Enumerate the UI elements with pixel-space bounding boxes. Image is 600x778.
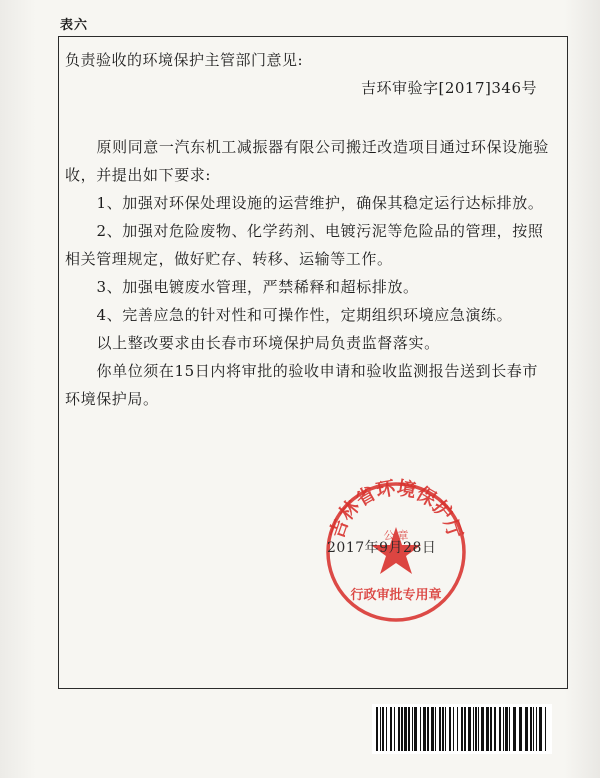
seal-center-text: 公 章 bbox=[383, 530, 409, 542]
barcode-bar bbox=[499, 707, 501, 751]
barcode-bar bbox=[464, 707, 466, 751]
barcode-bar bbox=[461, 707, 463, 751]
barcode-bar bbox=[539, 707, 542, 751]
barcode-bar bbox=[490, 707, 492, 751]
barcode-bar bbox=[494, 707, 496, 751]
barcode-bar bbox=[398, 707, 400, 751]
barcode-bar bbox=[420, 707, 421, 751]
barcode-bar bbox=[481, 707, 484, 751]
barcode-bar bbox=[427, 707, 429, 751]
seal-bottom-text: 行政审批专用章 bbox=[350, 587, 442, 602]
paragraph-requirement-3: 3、加强电镀废水管理，严禁稀释和超标排放。 bbox=[96, 278, 419, 296]
paragraph-requirement-2: 2、加强对危险废物、化学药剂、电镀污泥等危险品的管理，按照相关管理规定，做好贮存、转移、运输等工作。 bbox=[65, 222, 544, 268]
paragraph-requirement-4: 4、完善应急的针对性和可操作性，定期组织环境应急演练。 bbox=[96, 306, 513, 324]
seal-arc-text: 吉林省环境保护厅 bbox=[326, 478, 466, 542]
barcode-bar bbox=[442, 707, 444, 751]
barcode-bar bbox=[545, 707, 546, 751]
barcode-bar bbox=[401, 707, 403, 751]
barcode-bar bbox=[530, 707, 532, 751]
barcode-bar bbox=[414, 707, 417, 751]
barcode-bar bbox=[536, 707, 537, 751]
approval-date: 2017年9月28日 bbox=[327, 540, 437, 556]
barcode-bar bbox=[390, 707, 392, 751]
barcode bbox=[372, 704, 552, 754]
barcode-bar bbox=[478, 707, 479, 751]
barcode-bar bbox=[423, 707, 426, 751]
barcode-bar bbox=[435, 707, 436, 751]
barcode-bar bbox=[431, 707, 434, 751]
barcode-bar bbox=[445, 707, 446, 751]
opinion-body bbox=[65, 133, 553, 413]
barcode-bar bbox=[513, 707, 516, 751]
barcode-bar bbox=[449, 707, 451, 751]
barcode-bar bbox=[473, 707, 474, 751]
barcode-bar bbox=[468, 707, 471, 751]
paragraph-deadline: 你单位须在15日内将审批的验收申请和验收监测报告送到长春市环境保护局。 bbox=[65, 362, 538, 408]
barcode-bar bbox=[475, 707, 477, 751]
barcode-bar bbox=[525, 707, 528, 751]
paragraph-supervision: 以上整改要求由长春市环境保护局负责监督落实。 bbox=[96, 334, 440, 352]
barcode-bar bbox=[457, 707, 458, 751]
opinion-heading: 负责验收的环境保护主管部门意见: bbox=[65, 51, 304, 69]
barcode-bar bbox=[394, 707, 395, 751]
barcode-bar bbox=[519, 707, 522, 751]
barcode-bar bbox=[408, 707, 410, 751]
barcode-bar bbox=[533, 707, 534, 751]
barcode-bar bbox=[404, 707, 407, 751]
barcode-bar bbox=[453, 707, 454, 751]
barcode-bar bbox=[412, 707, 413, 751]
barcode-bar bbox=[376, 707, 378, 751]
document-number: 吉环审验字[2017]346号 bbox=[360, 79, 537, 97]
paragraph-approval: 原则同意一汽东机工减振器有限公司搬迁改造项目通过环保设施验收，并提出如下要求: bbox=[65, 138, 549, 184]
opinion-box bbox=[58, 36, 568, 689]
barcode-bar bbox=[503, 707, 504, 751]
barcode-bar bbox=[439, 707, 441, 751]
paragraph-requirement-1: 1、加强对环保处理设施的运营维护，确保其稳定运行达标排放。 bbox=[96, 194, 544, 212]
barcode-bar bbox=[380, 707, 381, 751]
barcode-bar bbox=[486, 707, 489, 751]
barcode-bar bbox=[382, 707, 384, 751]
barcode-bar bbox=[386, 707, 387, 751]
barcode-bar bbox=[509, 707, 510, 751]
barcode-bar bbox=[505, 707, 508, 751]
table-label: 表六 bbox=[60, 18, 89, 33]
